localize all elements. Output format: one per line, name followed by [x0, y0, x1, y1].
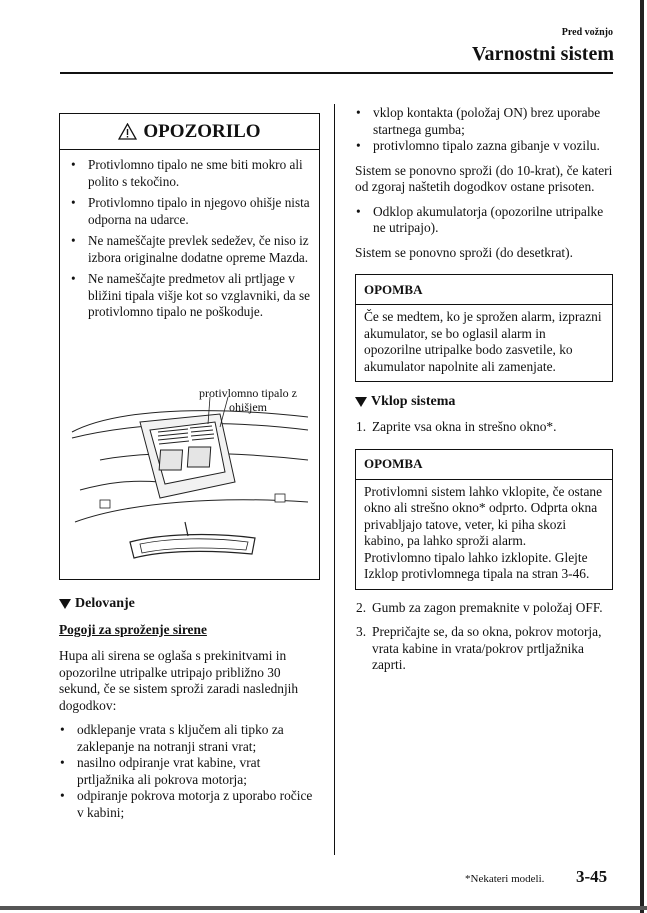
warning-item: • Protivlomno tipalo in njegovo ohišje nista odporna na udarce.: [70, 195, 310, 228]
note-line: Protivlomno tipalo lahko izklopite. Glejte Izklop protivlomnega tipala na stran 3-46.: [364, 549, 590, 581]
warning-body: [60, 150, 319, 321]
note-text: [356, 480, 612, 589]
illustration-label: protivlomno tipalo z ohišjem: [199, 386, 297, 414]
page-number: 3-45: [576, 867, 608, 886]
step-item: [355, 419, 613, 436]
step-text: Zaprite vsa okna in strešno okno*.: [372, 419, 557, 434]
note-line: Protivlomni sistem lahko vklopite, če ostane okno ali strešno okno* odprto. Odprta okna privabljajo tatove, veter, ki piha skozi kabino, pa lahko sproži alarm.: [364, 483, 603, 548]
note-box: [355, 274, 613, 382]
note-title: OPOMBA: [356, 450, 612, 480]
warning-title: OPOZORILO: [143, 120, 261, 142]
warning-header: [60, 114, 319, 150]
section-heading-text: Vklop sistema: [371, 394, 456, 409]
paragraph: Sistem se ponovno sproži (do 10-krat), če kateri od zgoraj naštetih dogodkov ostane prisoten.: [355, 162, 613, 194]
list-item: • Odklop akumulatorja (opozorilne utripalke ne utripajo).: [355, 204, 613, 237]
section-heading-text: Delovanje: [75, 596, 135, 611]
header-rule: [60, 72, 613, 74]
step-number: 2.: [356, 599, 367, 615]
right-column: [355, 105, 613, 674]
left-column: [59, 113, 320, 821]
step-item: [355, 600, 613, 617]
footnote: *Nekateri modeli.: [465, 873, 545, 885]
intro-paragraph: Hupa ali sirena se oglaša s prekinitvami in opozorilne utripalke utripajo približno 30 sekund, če se sistem sproži zaradi naslednjih dogodkov:: [59, 648, 299, 713]
section-heading: [59, 596, 320, 612]
step-text: Gumb za zagon premaknite v položaj OFF.: [372, 599, 603, 615]
section-heading: [355, 394, 613, 410]
paragraph: Sistem se ponovno sproži (do desetkrat).: [355, 244, 573, 260]
step-item: [355, 624, 613, 674]
list-item: • vklop kontakta (položaj ON) brez uporabe startnega gumba;: [355, 105, 613, 138]
section-label: Pred vožnjo: [561, 27, 613, 38]
note-title: OPOMBA: [356, 275, 612, 305]
step-text: Prepričajte se, da so okna, pokrov motorja, vrata kabine in vrata/pokrov prtljažnika zaprti.: [372, 624, 602, 672]
ceiling-console-illustration: [70, 372, 310, 572]
warning-triangle-icon: [118, 123, 137, 140]
page-title: Varnostni sistem: [471, 43, 614, 65]
warning-item: • Ne nameščajte predmetov ali prtljage v bližini tipala višje kot so vzglavniki, da se protivlomno tipalo ne poškoduje.: [70, 271, 310, 321]
column-divider: [334, 104, 335, 855]
subheading: Pogoji za sproženje sirene: [59, 622, 207, 637]
triangle-bullet-icon: [355, 397, 367, 407]
triangle-bullet-icon: [59, 599, 71, 609]
list-item: • protivlomno tipalo zazna gibanje v vozilu.: [355, 138, 613, 155]
warning-box: [59, 113, 320, 580]
page-frame-bottom: [0, 906, 647, 910]
warning-item: • Protivlomno tipalo ne sme biti mokro ali polito s tekočino.: [70, 157, 310, 190]
list-item: • odpiranje pokrova motorja z uporabo ročice v kabini;: [59, 788, 320, 821]
note-box: [355, 449, 613, 590]
list-item: • odklepanje vrata s ključem ali tipko za zaklepanje na notranji strani vrat;: [59, 722, 320, 755]
note-text: Če se medtem, ko je sprožen alarm, izprazni akumulator, se bo oglasil alarm in opozorilne utripalke bodo zasvetile, ko akumulator napolnite ali zamenjate.: [364, 309, 602, 374]
step-number: 1.: [356, 419, 367, 434]
list-item: • nasilno odpiranje vrat kabine, vrat prtljažnika ali pokrova motorja;: [59, 755, 320, 788]
warning-item: • Ne nameščajte prevlek sedežev, če niso iz izbora originalne dodatne opreme Mazda.: [70, 233, 310, 266]
page-frame-right: [640, 0, 644, 913]
step-number: 3.: [356, 624, 367, 639]
